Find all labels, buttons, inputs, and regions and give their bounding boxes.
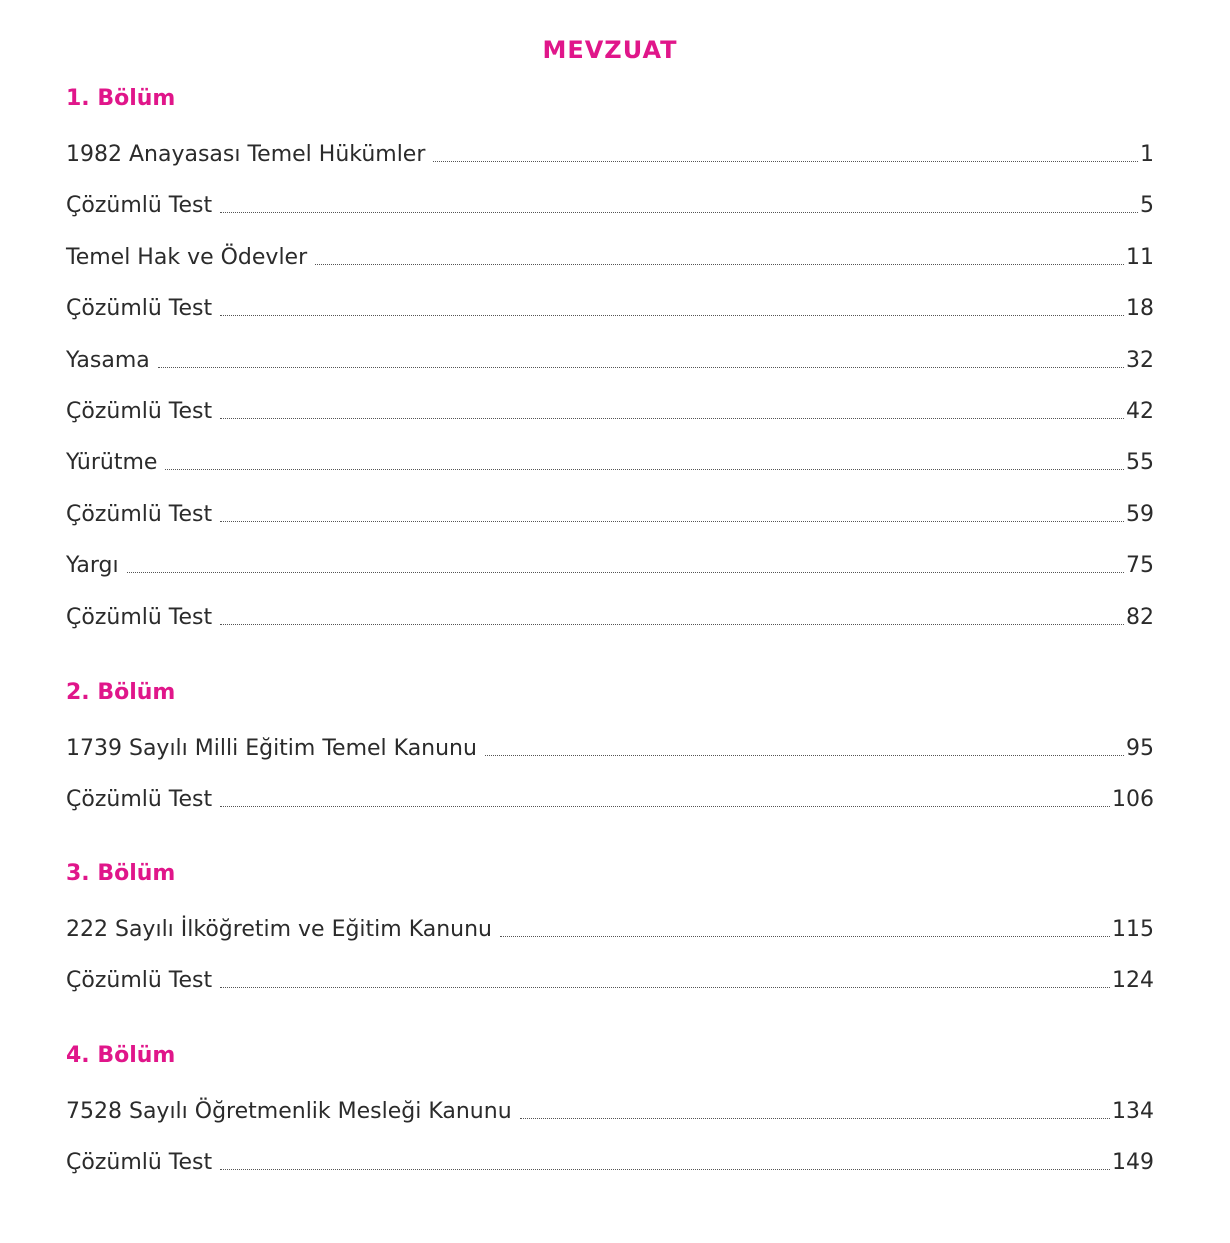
- toc-entry[interactable]: [66, 958, 1154, 994]
- toc-entry-page: 1: [1140, 142, 1154, 167]
- toc-entry[interactable]: [66, 1089, 1154, 1125]
- toc-entry-page: 115: [1112, 917, 1154, 942]
- toc-entry-page: 134: [1112, 1099, 1154, 1124]
- toc-entry[interactable]: [66, 338, 1154, 374]
- toc-entry-label: Çözümlü Test: [66, 399, 213, 424]
- toc-entry-label: 1982 Anayasası Temel Hükümler: [66, 142, 426, 167]
- dot-leader: [127, 571, 1124, 573]
- toc-entry-page: 5: [1140, 193, 1154, 218]
- dot-leader: [220, 314, 1124, 316]
- section-heading-1: 1. Bölüm: [66, 86, 176, 111]
- toc-entry[interactable]: [66, 595, 1154, 631]
- toc-entry-page: 18: [1126, 296, 1154, 321]
- toc-entry-label: Çözümlü Test: [66, 968, 213, 993]
- dot-leader: [220, 623, 1124, 625]
- dot-leader: [220, 1168, 1110, 1170]
- toc-entry-label: Çözümlü Test: [66, 605, 213, 630]
- toc-entry-page: 11: [1126, 245, 1154, 270]
- toc-entry-page: 82: [1126, 605, 1154, 630]
- toc-entry[interactable]: [66, 286, 1154, 322]
- toc-entry-label: Temel Hak ve Ödevler: [66, 245, 308, 270]
- toc-entry-label: Yürütme: [66, 450, 158, 475]
- dot-leader: [433, 160, 1138, 162]
- toc-entry[interactable]: [66, 726, 1154, 762]
- toc-entry[interactable]: [66, 183, 1154, 219]
- toc-entry-page: 75: [1126, 553, 1154, 578]
- dot-leader: [220, 520, 1124, 522]
- dot-leader: [520, 1117, 1110, 1119]
- toc-entry-label: 1739 Sayılı Milli Eğitim Temel Kanunu: [66, 736, 477, 761]
- toc-entry-page: 55: [1126, 450, 1154, 475]
- toc-entry-label: Çözümlü Test: [66, 1150, 213, 1175]
- toc-entry[interactable]: [66, 1140, 1154, 1176]
- toc-entry[interactable]: [66, 235, 1154, 271]
- toc-entry-label: 7528 Sayılı Öğretmenlik Mesleği Kanunu: [66, 1099, 512, 1124]
- toc-entry-label: Yasama: [66, 348, 150, 373]
- toc-entry-page: 59: [1126, 502, 1154, 527]
- toc-entry-label: Çözümlü Test: [66, 787, 213, 812]
- toc-entry[interactable]: [66, 543, 1154, 579]
- section-heading-3: 3. Bölüm: [66, 861, 176, 886]
- toc-entry[interactable]: [66, 389, 1154, 425]
- dot-leader: [220, 211, 1138, 213]
- toc-entry[interactable]: [66, 440, 1154, 476]
- toc-entry-label: 222 Sayılı İlköğretim ve Eğitim Kanunu: [66, 917, 493, 942]
- toc-entry[interactable]: [66, 907, 1154, 943]
- toc-entry-page: 32: [1126, 348, 1154, 373]
- toc-entry-label: Yargı: [66, 553, 119, 578]
- section-heading-4: 4. Bölüm: [66, 1043, 176, 1068]
- page-title: MEVZUAT: [542, 36, 678, 64]
- toc-entry-page: 149: [1112, 1150, 1154, 1175]
- toc-entry-label: Çözümlü Test: [66, 502, 213, 527]
- toc-entry-label: Çözümlü Test: [66, 193, 213, 218]
- dot-leader: [158, 366, 1124, 368]
- dot-leader: [220, 805, 1110, 807]
- section-heading-2: 2. Bölüm: [66, 680, 176, 705]
- dot-leader: [500, 935, 1110, 937]
- toc-entry-label: Çözümlü Test: [66, 296, 213, 321]
- toc-entry[interactable]: [66, 492, 1154, 528]
- dot-leader: [165, 468, 1124, 470]
- toc-entry[interactable]: [66, 777, 1154, 813]
- toc-entry-page: 42: [1126, 399, 1154, 424]
- toc-entry[interactable]: [66, 132, 1154, 168]
- toc-entry-page: 106: [1112, 787, 1154, 812]
- dot-leader: [220, 417, 1124, 419]
- toc-entry-page: 95: [1126, 736, 1154, 761]
- toc-entry-page: 124: [1112, 968, 1154, 993]
- dot-leader: [220, 986, 1110, 988]
- dot-leader: [485, 754, 1124, 756]
- dot-leader: [315, 263, 1124, 265]
